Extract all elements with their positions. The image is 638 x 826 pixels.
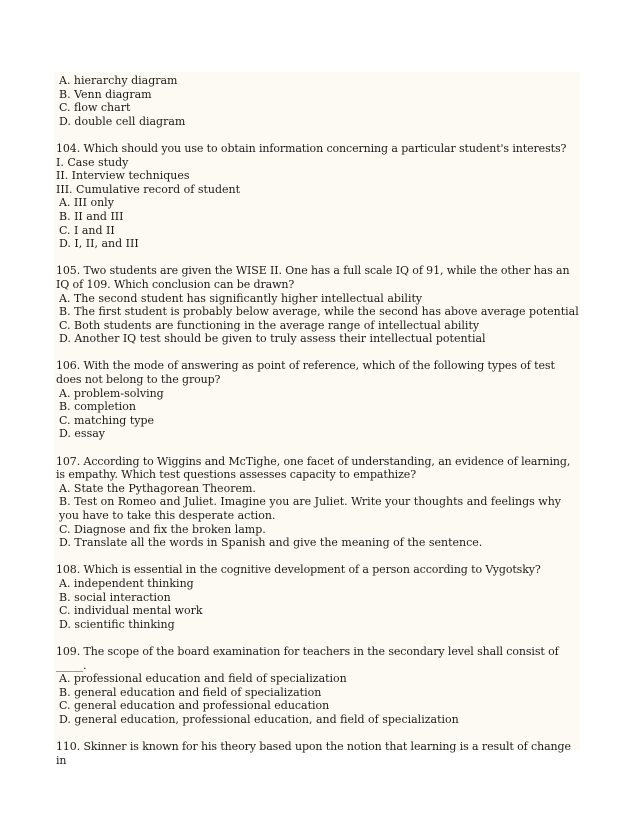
option-b: B. Venn diagram <box>59 87 152 101</box>
option-d: D. general education, professional education, and field of specialization <box>59 712 459 726</box>
option-a: A. The second student has significantly higher intellectual ability <box>59 291 423 305</box>
option-b: B. completion <box>59 400 137 414</box>
statement-i: I. Case study <box>56 155 129 169</box>
option-a: A. problem-solving <box>59 386 164 400</box>
question-103-tail <box>56 74 580 128</box>
question-107 <box>56 455 580 550</box>
question-105 <box>56 264 580 346</box>
question-stem: 105. Two students are given the WISE II. One has a full scale IQ of 91, while the other has an IQ of 109. Which conclusion can be drawn? <box>56 264 570 291</box>
question-stem: 109. The scope of the board examination for teachers in the secondary level shall consist of _____. <box>56 644 559 672</box>
question-104 <box>56 142 580 251</box>
option-b: B. Test on Romeo and Juliet. Imagine you are Juliet. Write your thoughts and feelings why you have to take this desperate action. <box>59 495 561 522</box>
option-a: A. independent thinking <box>59 576 194 590</box>
question-106 <box>56 359 580 441</box>
option-c: C. Both students are functioning in the average range of intellectual ability <box>59 318 480 332</box>
question-stem: 107. According to Wiggins and McTighe, one facet of understanding, an evidence of learning, is empathy. Which test questions assesses capacity to empathize? <box>56 454 571 482</box>
question-stem: 104. Which should you use to obtain information concerning a particular student's interests? <box>56 141 567 155</box>
question-stem: 108. Which is essential in the cognitive development of a person according to Vygotsky? <box>56 563 541 577</box>
option-b: B. The first student is probably below average, while the second has above average potential <box>59 305 579 319</box>
option-c: C. individual mental work <box>59 604 203 618</box>
option-a: A. State the Pythagorean Theorem. <box>59 481 256 495</box>
question-108 <box>56 563 580 631</box>
question-110 <box>56 740 580 767</box>
option-d: D. scientific thinking <box>59 617 175 631</box>
option-b: B. general education and field of specialization <box>59 685 322 699</box>
question-109 <box>56 645 580 727</box>
option-d: D. essay <box>59 427 105 441</box>
option-d: D. Translate all the words in Spanish and give the meaning of the sentence. <box>59 536 483 550</box>
option-d: D. double cell diagram <box>59 114 186 128</box>
statement-iii: III. Cumulative record of student <box>56 182 241 196</box>
option-a: A. hierarchy diagram <box>59 74 178 87</box>
option-c: C. I and II <box>59 223 115 237</box>
option-a: A. III only <box>59 196 114 210</box>
option-b: B. social interaction <box>59 590 171 604</box>
document-page <box>54 72 580 767</box>
option-c: C. flow chart <box>59 101 131 115</box>
option-c: C. general education and professional education <box>59 699 330 713</box>
option-b: B. II and III <box>59 209 124 223</box>
option-c: C. matching type <box>59 413 154 427</box>
question-stem: 106. With the mode of answering as point of reference, which of the following types of test does not belong to the group? <box>56 359 555 387</box>
option-c: C. Diagnose and fix the broken lamp. <box>59 522 266 536</box>
question-stem: 110. Skinner is known for his theory based upon the notion that learning is a result of change in <box>56 740 571 767</box>
option-d: D. I, II, and III <box>59 237 139 251</box>
option-d: D. Another IQ test should be given to truly assess their intellectual potential <box>59 332 486 346</box>
statement-ii: II. Interview techniques <box>56 169 190 183</box>
option-a: A. professional education and field of specialization <box>59 672 347 686</box>
